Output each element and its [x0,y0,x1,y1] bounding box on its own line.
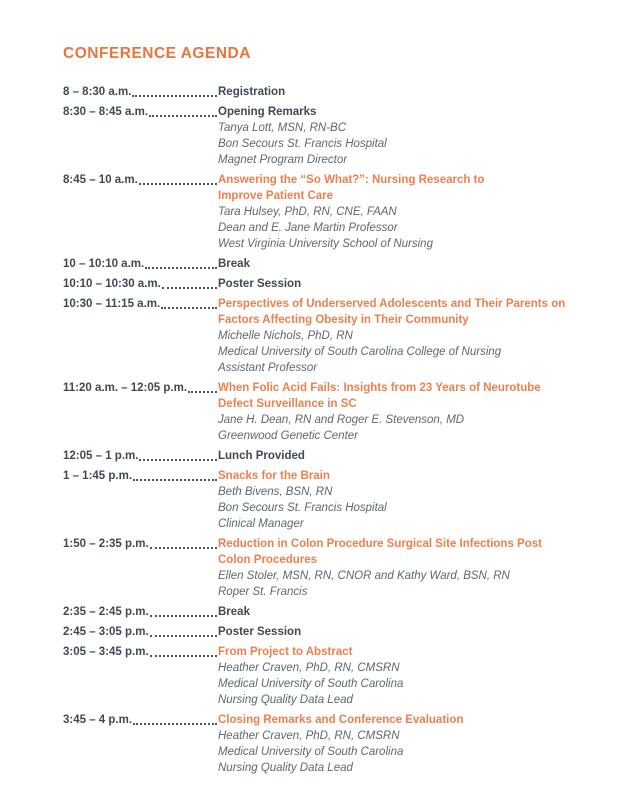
speaker-line: Tanya Lott, MSN, RN-BC [218,122,347,134]
entry-time: 8:30 – 8:45 a.m. [63,106,149,118]
session-title-line: Perspectives of Underserved Adolescents and Their Parents on [218,298,566,310]
entry-time: 10 – 10:10 a.m. [63,258,145,270]
entry-title [218,256,568,272]
entry-title [218,644,568,660]
dotted-leader [150,547,217,549]
session-title-line: Defect Surveillance in SC [218,398,357,410]
entry-content [218,296,568,376]
session-title-line: When Folic Acid Fails: Insights from 23 Years of Neurotube [218,382,541,394]
speaker-line: Roper St. Francis [218,586,308,598]
entry-title [218,536,568,568]
entry-content [218,644,568,708]
dotted-leader [161,307,217,309]
entry-content [218,604,568,620]
entry-time-cell [63,468,218,484]
speaker-line: Medical University of South Carolina [218,746,404,758]
session-title-line: Lunch Provided [218,450,305,462]
speaker-line: Assistant Professor [218,362,318,374]
entry-time-cell [63,712,218,728]
session-title-line: From Project to Abstract [218,646,353,658]
speaker-line: Nursing Quality Data Lead [218,762,353,774]
entry-speakers [218,328,568,376]
session-title-line: Closing Remarks and Conference Evaluation [218,714,464,726]
entry-time: 10:10 – 10:30 a.m. [63,278,161,290]
session-title-line: Break [218,606,250,618]
entry-time-cell [63,84,218,100]
dotted-leader [139,459,217,461]
session-title-line: Poster Session [218,626,302,638]
speaker-line: Ellen Stoler, MSN, RN, CNOR and Kathy Ward, BSN, RN [218,570,510,582]
dotted-leader [150,615,217,617]
entry-time: 8 – 8:30 a.m. [63,86,132,98]
entry-time: 1:50 – 2:35 p.m. [63,538,149,550]
entry-time-cell [63,276,218,292]
entry-title [218,84,568,100]
entry-title [218,448,568,464]
agenda-entry [63,712,568,776]
entry-time-cell [63,296,218,312]
entry-title [218,468,568,484]
speaker-line: Medical University of South Carolina [218,678,404,690]
session-title-line: Break [218,258,250,270]
speaker-line: Heather Craven, PhD, RN, CMSRN [218,662,400,674]
entry-speakers [218,120,568,168]
speaker-line: Nursing Quality Data Lead [218,694,353,706]
speaker-line: Tara Hulsey, PhD, RN, CNE, FAAN [218,206,397,218]
agenda-entry [63,172,568,252]
speaker-line: Clinical Manager [218,518,304,530]
entry-content [218,256,568,272]
entry-time: 3:45 – 4 p.m. [63,714,133,726]
session-title-line: Answering the “So What?”: Nursing Research to [218,174,485,186]
agenda-entry [63,104,568,168]
entry-content [218,712,568,776]
session-title-line: Poster Session [218,278,302,290]
entry-content [218,536,568,600]
entry-content [218,624,568,640]
entry-content [218,468,568,532]
speaker-line: Michelle Nichols, PhD, RN [218,330,353,342]
entry-title [218,296,568,328]
agenda-entry [63,380,568,444]
entry-speakers [218,412,568,444]
entry-speakers [218,204,568,252]
agenda-entry [63,468,568,532]
entry-speakers [218,660,568,708]
entry-content [218,276,568,292]
speaker-line: Bon Secours St. Francis Hospital [218,138,387,150]
dotted-leader [133,723,217,725]
entry-time: 2:45 – 3:05 p.m. [63,626,149,638]
dotted-leader [162,287,217,289]
entry-title [218,172,568,204]
entry-time-cell [63,624,218,640]
speaker-line: Beth Bivens, BSN, RN [218,486,333,498]
session-title-line: Colon Procedures [218,554,318,566]
entry-time: 1 – 1:45 p.m. [63,470,133,482]
agenda-entry [63,448,568,464]
entry-time-cell [63,644,218,660]
entry-title [218,624,568,640]
entry-content [218,380,568,444]
entry-time-cell [63,536,218,552]
agenda-entry [63,84,568,100]
agenda-list [63,84,568,776]
speaker-line: Magnet Program Director [218,154,348,166]
entry-time: 10:30 – 11:15 a.m. [63,298,161,310]
speaker-line: Jane H. Dean, RN and Roger E. Stevenson, MD [218,414,465,426]
agenda-entry [63,624,568,640]
entry-time: 8:45 – 10 a.m. [63,174,138,186]
entry-time-cell [63,104,218,120]
speaker-line: Medical University of South Carolina College of Nursing [218,346,502,358]
entry-speakers [218,484,568,532]
dotted-leader [133,479,217,481]
agenda-page [63,45,568,776]
entry-time: 3:05 – 3:45 p.m. [63,646,149,658]
session-title-line: Registration [218,86,286,98]
entry-content [218,448,568,464]
entry-time-cell [63,604,218,620]
dotted-leader [132,95,217,97]
entry-time: 12:05 – 1 p.m. [63,450,139,462]
dotted-leader [188,391,217,393]
agenda-entry [63,276,568,292]
entry-title [218,104,568,120]
agenda-entry [63,296,568,376]
session-title-line: Reduction in Colon Procedure Surgical Site Infections Post [218,538,542,550]
agenda-entry [63,644,568,708]
session-title-line: Improve Patient Care [218,190,334,202]
entry-content [218,84,568,100]
speaker-line: Dean and E. Jane Martin Professor [218,222,398,234]
speaker-line: Bon Secours St. Francis Hospital [218,502,387,514]
session-title-line: Opening Remarks [218,106,317,118]
entry-time-cell [63,256,218,272]
dotted-leader [145,267,217,269]
entry-speakers [218,568,568,600]
page-title: CONFERENCE AGENDA [63,45,251,62]
agenda-entry [63,256,568,272]
entry-time-cell [63,380,218,396]
dotted-leader [139,183,217,185]
entry-title [218,380,568,412]
entry-speakers [218,728,568,776]
entry-title [218,712,568,728]
entry-time: 2:35 – 2:45 p.m. [63,606,149,618]
entry-time-cell [63,172,218,188]
speaker-line: Greenwood Genetic Center [218,430,358,442]
dotted-leader [150,655,217,657]
entry-title [218,276,568,292]
session-title-line: Snacks for the Brain [218,470,330,482]
entry-time-cell [63,448,218,464]
session-title-line: Factors Affecting Obesity in Their Community [218,314,469,326]
entry-time: 11:20 a.m. – 12:05 p.m. [63,382,188,394]
dotted-leader [149,115,217,117]
agenda-entry [63,536,568,600]
entry-content [218,104,568,168]
dotted-leader [150,635,217,637]
agenda-entry [63,604,568,620]
entry-content [218,172,568,252]
speaker-line: Heather Craven, PhD, RN, CMSRN [218,730,400,742]
speaker-line: West Virginia University School of Nursing [218,238,433,250]
entry-title [218,604,568,620]
